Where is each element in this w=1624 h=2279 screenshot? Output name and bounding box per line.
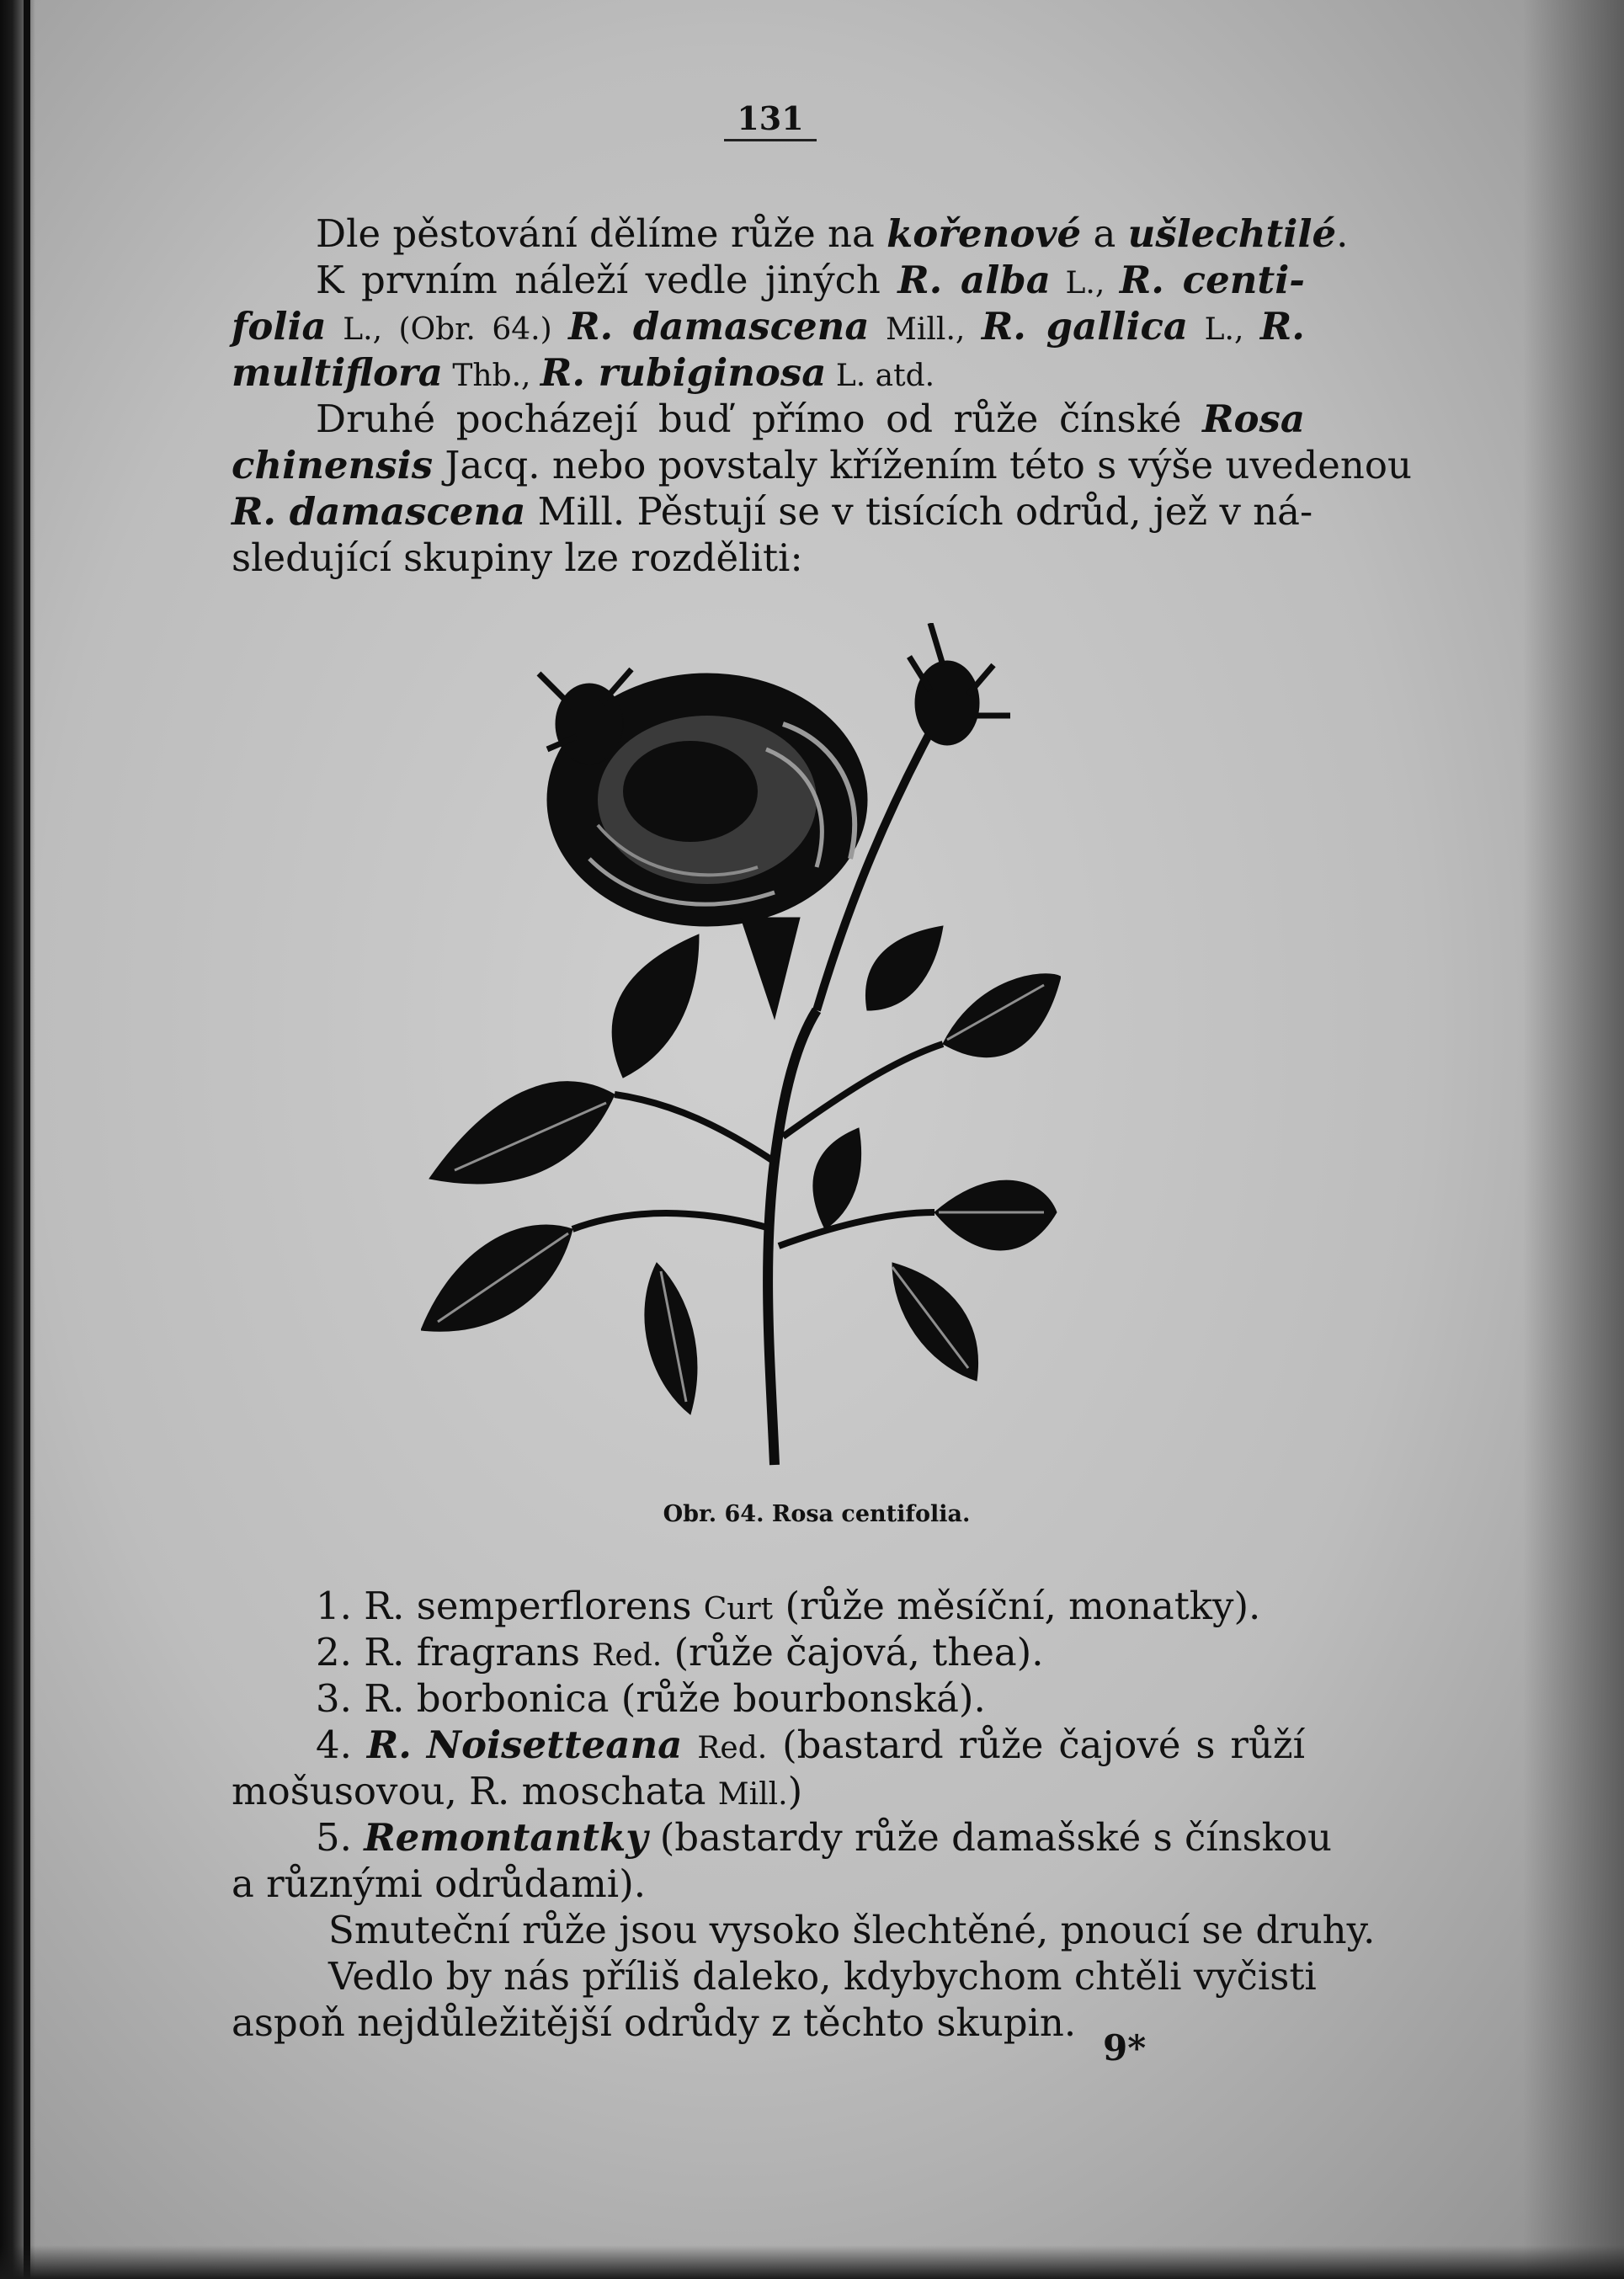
- list-item-continuation: a různými odrůdami).: [232, 1861, 647, 1906]
- list-item: 2. R. fragrans Red. (růže čajová, thea).: [316, 1630, 1044, 1675]
- list-item: 1. R. semperflorens Curt (růže měsíční, monatky).: [316, 1584, 1261, 1628]
- page-shadow-bottom: [0, 2245, 1624, 2279]
- para1-line2: K prvním náleží vedle jiných R. alba L., R. centi-: [316, 258, 1305, 302]
- para1-line4: multiflora Thb., R. rubiginosa L. atd.: [232, 350, 935, 395]
- para1-line1: Dle pěstování dělíme růže na kořenové a ušlechtilé.: [316, 211, 1349, 256]
- para2-line2: chinensis Jacq. nebo povstaly křížením této s výše uvedenou: [232, 443, 1412, 487]
- para3-line1: Smuteční růže jsou vysoko šlechtěné, pnoucí se druhy.: [328, 1908, 1376, 1952]
- para3-line2: Vedlo by nás příliš daleko, kdybychom chtěli vyčisti: [328, 1954, 1317, 1999]
- para1-line3: folia L., (Obr. 64.) R. damascena Mill., R. gallica L., R.: [232, 304, 1305, 349]
- list-item-continuation: mošusovou, R. moschata Mill.): [232, 1769, 803, 1813]
- para2-line3: R. damascena Mill. Pěstují se v tisících odrůd, jež v ná-: [232, 489, 1313, 534]
- rose-illustration: [421, 623, 1061, 1499]
- signature-mark: 9*: [1103, 2027, 1147, 2069]
- spine-line: [24, 0, 30, 2279]
- para3-line3: aspoň nejdůležitější odrůdy z těchto skupin.: [232, 2000, 1077, 2045]
- page-number: 131: [724, 99, 817, 141]
- page-shadow-right: [1523, 0, 1624, 2279]
- list-item: 3. R. borbonica (růže bourbonská).: [316, 1676, 986, 1721]
- para2-line1: Druhé pocházejí buď přímo od růže čínské Rosa: [316, 397, 1305, 441]
- list-item: 5. Remontantky (bastardy růže damašské s čínskou: [316, 1815, 1333, 1860]
- figure-caption: Obr. 64. Rosa centifolia.: [663, 1501, 971, 1527]
- para2-line4: sledující skupiny lze rozděliti:: [232, 535, 803, 580]
- list-item: 4. R. Noisetteana Red. (bastard růže čajové s růží: [316, 1723, 1305, 1767]
